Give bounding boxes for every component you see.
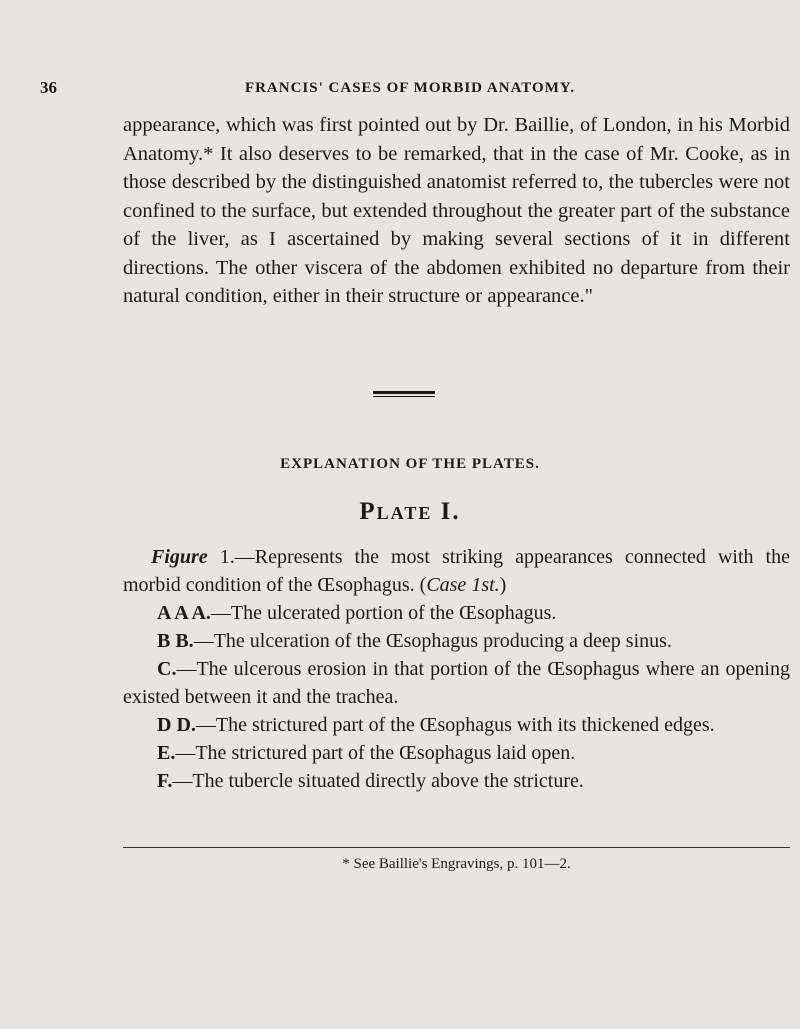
legend-key: B B. [157, 630, 194, 652]
legend-entry-f [123, 767, 790, 795]
section-divider [373, 391, 435, 394]
plate-title: Plate I. [359, 498, 461, 525]
legend-text: —The tubercle situated directly above the stricture. [172, 770, 584, 792]
body-paragraph: appearance, which was first pointed out by Dr. Baillie, of London, in his Morbid Anatomy.* It also deserves to be remarked, that in the case of Mr. Cooke, as in those described by the distinguished anatomist referred to, the tubercles were not confined to the surface, but extended throughout the greater part of the substance of the liver, as I ascertained by making several sections of it in different directions. The other viscera of the abdomen exhibited no departure from their natural condition, either in their structure or appearance." [123, 114, 790, 307]
figure-caption [123, 543, 790, 599]
legend-entry-e [123, 739, 790, 767]
legend-key: A A A. [157, 602, 211, 624]
legend-entry-c [123, 655, 790, 711]
legend-entry-a [123, 599, 790, 627]
legend-entry-b [123, 627, 790, 655]
running-title: FRANCIS' CASES OF MORBID ANATOMY. [244, 80, 576, 96]
figure-label: Figure [151, 546, 208, 568]
plate-explanation [123, 543, 790, 795]
legend-entry-d [123, 711, 790, 739]
footnote-rule [123, 847, 790, 848]
figure-description: 1.—Represents the most striking appearances connected with the morbid condition of the Œsophagus. ( [123, 546, 790, 596]
legend-text: —The strictured part of the Œsophagus with its thickened edges. [195, 714, 715, 736]
legend-text: —The ulcerous erosion in that portion of the Œsophagus where an opening existed between it and the trachea. [123, 658, 790, 708]
legend-text: —The ulceration of the Œsophagus producing a deep sinus. [193, 630, 672, 652]
figure-close: ) [499, 574, 507, 596]
section-title: EXPLANATION OF THE PLATES. [280, 456, 540, 472]
case-reference: Case 1st. [426, 574, 500, 596]
page-number: 36 [40, 78, 57, 97]
section-divider-thin [373, 396, 435, 397]
legend-key: F. [157, 770, 173, 792]
footnote: * See Baillie's Engravings, p. 101—2. [342, 856, 571, 872]
running-head [40, 78, 780, 102]
legend-text: —The strictured part of the Œsophagus laid open. [175, 742, 576, 764]
legend-key: E. [157, 742, 176, 764]
legend-key: D D. [157, 714, 196, 736]
legend-key: C. [157, 658, 177, 680]
legend-text: —The ulcerated portion of the Œsophagus. [210, 602, 557, 624]
